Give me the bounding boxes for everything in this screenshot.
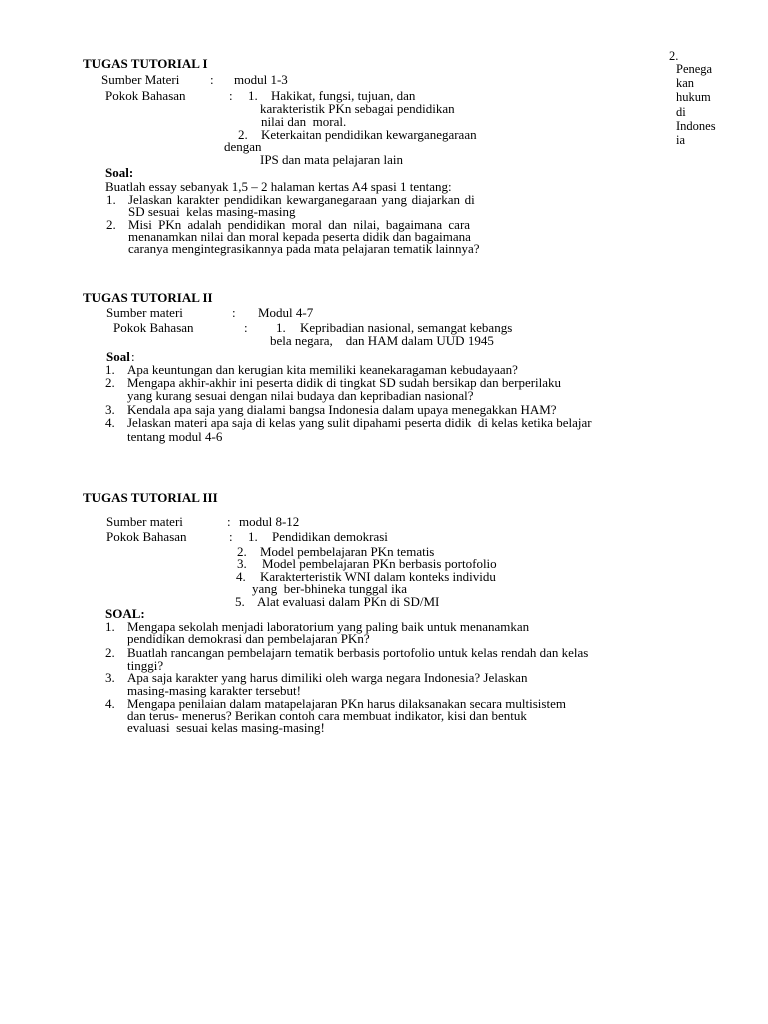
question-line: SD sesuai kelas masing-masing bbox=[128, 204, 296, 219]
topic-line: karakteristik PKn sebagai pendidikan bbox=[260, 101, 455, 116]
question-line: tentang modul 4-6 bbox=[127, 429, 223, 444]
question-number: 4. bbox=[105, 696, 115, 711]
question-line: pendidikan demokrasi dan pembelajaran PKn? bbox=[127, 631, 370, 646]
question-line: Mengapa sekolah menjadi laboratorium yang paling baik untuk menanamkan bbox=[127, 619, 530, 634]
question-line: menanamkan nilai dan moral kepada peserta didik dan bagaimana bbox=[128, 229, 471, 244]
question-line: dan terus- menerus? Berikan contoh cara membuat indikator, kisi dan bentuk bbox=[127, 708, 527, 723]
question-number: 3. bbox=[105, 402, 115, 417]
topic-number: 3. bbox=[237, 556, 247, 571]
question-number: 2. bbox=[106, 217, 116, 232]
topic-number: 2. bbox=[238, 127, 248, 142]
question-line: evaluasi sesuai kelas masing-masing! bbox=[127, 720, 325, 735]
question-number: 1. bbox=[105, 619, 115, 634]
source-label: Sumber materi bbox=[106, 305, 183, 320]
source-label: Sumber materi bbox=[106, 514, 183, 529]
topic-number: 5. bbox=[235, 594, 245, 609]
topic-line: Keterkaitan pendidikan kewarganegaraan bbox=[261, 127, 477, 142]
question-line: Jelaskan materi apa saja di kelas yang sulit dipahami peserta didik di kelas ketika belajar bbox=[127, 415, 592, 430]
topic-line: bela negara, dan HAM dalam UUD 1945 bbox=[270, 333, 494, 348]
soal-colon: : bbox=[131, 349, 135, 364]
question-line: caranya mengintegrasikannya pada mata pelajaran tematik lainnya? bbox=[128, 241, 480, 256]
topic-line: Model pembelajaran PKn tematis bbox=[260, 544, 435, 559]
question-number: 2. bbox=[105, 645, 115, 660]
question-line: masing-masing karakter tersebut! bbox=[127, 683, 301, 698]
source-colon: : bbox=[227, 514, 231, 529]
topic-line: nilai dan moral. bbox=[261, 114, 347, 129]
question-number: 1. bbox=[105, 362, 115, 377]
topic-line: Hakikat, fungsi, tujuan, dan bbox=[271, 88, 416, 103]
question-line: Jelaskan karakter pendidikan kewarganegaraan yang diajarkan di bbox=[128, 192, 475, 207]
question-number: 1. bbox=[106, 192, 116, 207]
source-value: modul 1-3 bbox=[234, 72, 288, 87]
question-line: Kendala apa saja yang dialami bangsa Indonesia dalam upaya menegakkan HAM? bbox=[127, 402, 557, 417]
topic-label: Pokok Bahasan bbox=[105, 88, 186, 103]
soal-label: Soal: bbox=[105, 165, 134, 180]
source-colon: : bbox=[232, 305, 236, 320]
topic-number: 1. bbox=[248, 529, 258, 544]
topic-line: Alat evaluasi dalam PKn di SD/MI bbox=[257, 594, 440, 609]
topic-line: Kepribadian nasional, semangat kebangs bbox=[300, 320, 513, 335]
topic-line: dengan bbox=[224, 139, 262, 154]
topic-number: 1. bbox=[248, 88, 258, 103]
sidebar-line: di bbox=[676, 105, 686, 119]
topic-colon: : bbox=[244, 320, 248, 335]
topic-line: Karakterteristik WNI dalam konteks individu bbox=[260, 569, 496, 584]
sidebar-line: Penega bbox=[676, 62, 713, 76]
source-value: Modul 4-7 bbox=[258, 305, 314, 320]
topic-line: yang ber-bhineka tunggal ika bbox=[252, 581, 407, 596]
source-label: Sumber Materi bbox=[101, 72, 180, 87]
question-line: tinggi? bbox=[127, 658, 164, 673]
topic-number: 2. bbox=[237, 544, 247, 559]
section-title: TUGAS TUTORIAL II bbox=[83, 290, 213, 305]
question-line: Misi PKn adalah pendidikan moral dan nilai, bagaimana cara bbox=[128, 217, 471, 232]
question-number: 2. bbox=[105, 375, 115, 390]
topic-line: Model pembelajaran PKn berbasis portofolio bbox=[262, 556, 497, 571]
question-line: Mengapa penilaian dalam matapelajaran PKn harus dilaksanakan secara multisistem bbox=[127, 696, 566, 711]
question-line: Apa keuntungan dan kerugian kita memiliki keanekaragaman kebudayaan? bbox=[127, 362, 518, 377]
sidebar-line: hukum bbox=[676, 90, 711, 104]
topic-line: IPS dan mata pelajaran lain bbox=[260, 152, 403, 167]
question-line: Buatlah rancangan pembelajarn tematik berbasis portofolio untuk kelas rendah dan kelas bbox=[127, 645, 589, 660]
source-value: modul 8-12 bbox=[239, 514, 300, 529]
topic-line: Pendidikan demokrasi bbox=[272, 529, 388, 544]
soal-intro: Buatlah essay sebanyak 1,5 – 2 halaman kertas A4 spasi 1 tentang: bbox=[105, 179, 452, 194]
question-line: Apa saja karakter yang harus dimiliki oleh warga negara Indonesia? Jelaskan bbox=[127, 670, 528, 685]
sidebar-line: kan bbox=[676, 76, 695, 90]
topic-colon: : bbox=[229, 88, 233, 103]
topic-number: 1. bbox=[276, 320, 286, 335]
topic-label: Pokok Bahasan bbox=[106, 529, 187, 544]
topic-colon: : bbox=[229, 529, 233, 544]
source-colon: : bbox=[210, 72, 214, 87]
soal-label: SOAL: bbox=[105, 606, 145, 621]
question-line: Mengapa akhir-akhir ini peserta didik di tingkat SD sudah bersikap dan berperilaku bbox=[127, 375, 562, 390]
question-line: yang kurang sesuai dengan nilai budaya dan kepribadian nasional? bbox=[127, 388, 474, 403]
section-title: TUGAS TUTORIAL I bbox=[83, 56, 208, 71]
soal-label: Soal bbox=[106, 349, 130, 364]
question-number: 4. bbox=[105, 415, 115, 430]
question-number: 3. bbox=[105, 670, 115, 685]
sidebar-line: Indones bbox=[676, 119, 716, 133]
section-title: TUGAS TUTORIAL III bbox=[83, 490, 218, 505]
topic-number: 4. bbox=[236, 569, 246, 584]
sidebar-number: 2. bbox=[669, 49, 679, 63]
sidebar-line: ia bbox=[676, 133, 686, 147]
topic-label: Pokok Bahasan bbox=[113, 320, 194, 335]
